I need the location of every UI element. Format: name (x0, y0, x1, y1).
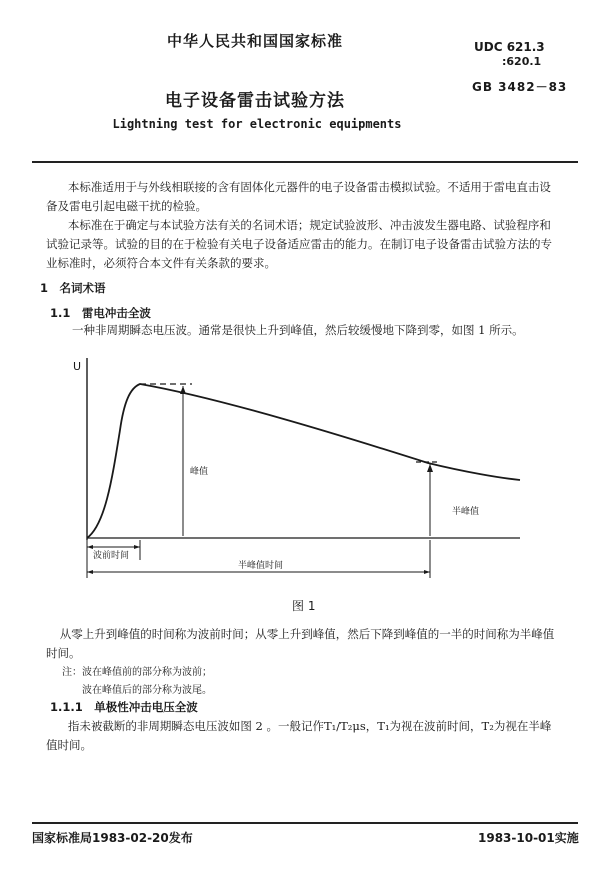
half-peak-arrow-head (427, 464, 433, 472)
half-peak-time-arrow-left (87, 570, 93, 574)
effective-date: 1983-10-01实施 (478, 831, 579, 845)
note-wave-tail: 波在峰值后的部分称为波尾。 (82, 685, 212, 696)
half-peak-time-arrow-right (424, 570, 430, 574)
label-front-time: 波前时间 (93, 551, 130, 561)
intro-paragraph-1: 本标准适用于与外线相联接的含有固体化元器件的电子设备雷击模拟试验。不适用于雷电直击设备及雷电引起电磁干扰的检验。 (46, 180, 551, 213)
footer-divider (32, 822, 578, 824)
issuing-country-header: 中华人民共和国国家标准 (166, 32, 343, 50)
section-1-1-text: 一种非周期瞬态电压波。通常是很快上升到峰值，然后较缓慢地下降到零，如图 1 所示。 (72, 323, 524, 337)
section-1-1-1-heading: 1.1.1 单极性冲击电压全波 (50, 700, 198, 714)
section-1-1-heading: 1.1 雷电冲击全波 (50, 306, 151, 320)
section-1-1-1-text: 指未被截断的非周期瞬态电压波如图 2 。一般记作T₁/T₂μs，T₁为视在波前时间，T₂为视在半峰值时间。 (46, 719, 552, 752)
axis-label-u: U (73, 360, 82, 373)
label-peak-value: 峰值 (190, 467, 209, 477)
definition-paragraph: 从零上升到峰值的时间称为波前时间；从零上升到峰值，然后下降到峰值的一半的时间称为半峰值时间。 (46, 627, 555, 660)
section-1-heading: 1 名词术语 (40, 281, 106, 295)
udc-code-line2: :620.1 (502, 55, 542, 68)
front-time-arrow-right (134, 545, 140, 549)
document-title-chinese: 电子设备雷击试验方法 (165, 91, 345, 111)
figure-1-caption: 图 1 (292, 599, 316, 613)
document-title-english: Lightning test for electronic equipments (112, 117, 402, 131)
label-half-peak-time: 半峰值时间 (238, 561, 284, 571)
intro-paragraph-2: 本标准在于确定与本试验方法有关的名词术语；规定试验波形、冲击波发生器电路、试验程序和试验记录等。试验的目的在于检验有关电子设备适应雷击的能力。在制订电子设备雷击试验方法的专业标准时，必须符合本文件有关条款的要求。 (46, 218, 552, 270)
issue-date: 国家标准局1983-02-20发布 (32, 831, 193, 845)
front-time-arrow-left (87, 545, 93, 549)
label-half-peak-value: 半峰值 (452, 507, 480, 517)
note-wave-front: 注：波在峰值前的部分称为波前； (62, 667, 212, 678)
gb-standard-number: GB 3482－83 (472, 80, 568, 94)
udc-code-line1: UDC 621.3 (474, 40, 545, 54)
lightning-impulse-waveform-figure (60, 350, 530, 595)
peak-arrow-head (180, 386, 186, 394)
header-divider (32, 161, 578, 163)
